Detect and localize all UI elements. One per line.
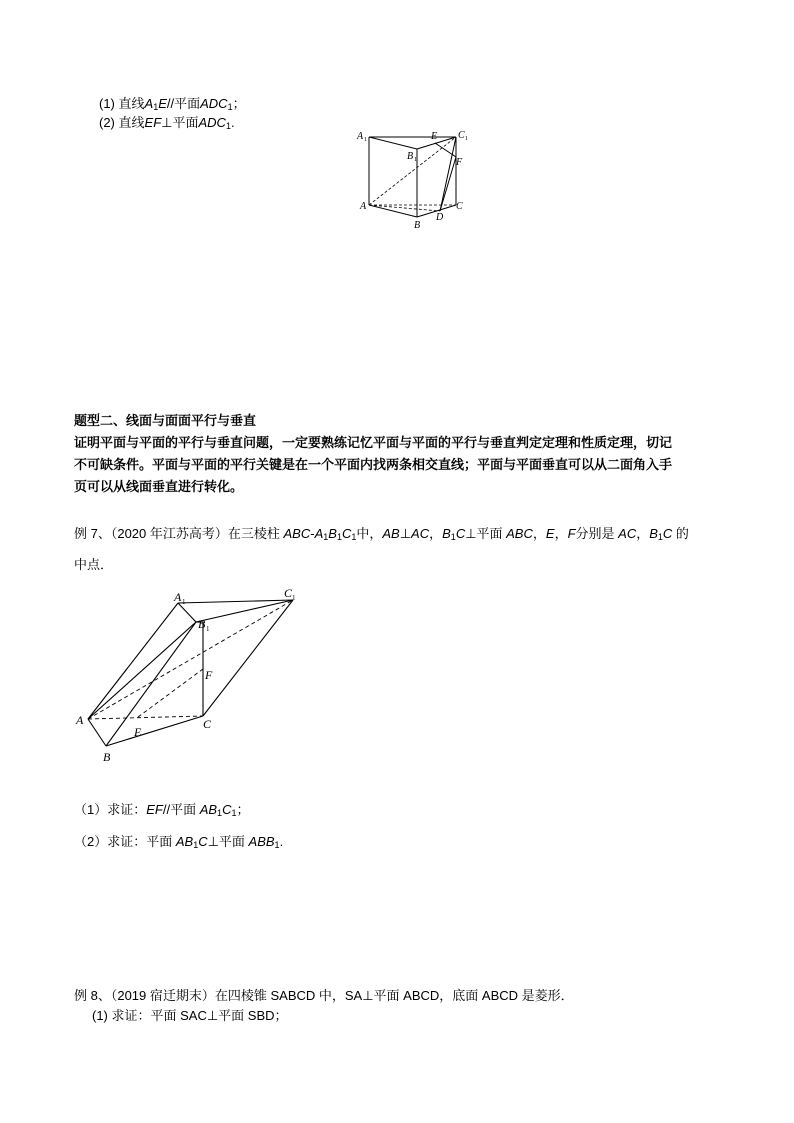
fig1-label-C: C (456, 201, 463, 212)
prism-figure-2 (74, 585, 314, 765)
fig2-label-B: B (103, 750, 111, 764)
prism-figure-1 (355, 125, 475, 235)
question-1-1: (1) 直线$A_1E//$平面$ADC_1$； (99, 96, 246, 112)
fig1-label-B1: B (407, 151, 414, 162)
section-desc-line-3: 页可以从线面垂直进行转化。 (74, 480, 244, 495)
svg-text:1: 1 (414, 157, 417, 163)
fig1-label-E: E (431, 131, 438, 142)
svg-text:1: 1 (182, 598, 186, 606)
example-7-line-1: 例 7、（2020 年江苏高考）在三棱柱 ABC-$A_1B_1C_1$中，AB⊥AC，$B_1C\perp$平面 ABC，E，F分别是 AC，$B_1C$ 的 (74, 526, 689, 542)
fig1-label-F: F (456, 157, 463, 168)
example-8-line-1: 例 8、（2019 宿迁期末）在四棱锥 SABCD 中，SA⊥平面 ABCD，底面 ABCD 是菱形． (74, 988, 574, 1003)
fig2-label-C1: C (284, 586, 293, 600)
fig2-label-B1: B (198, 617, 206, 631)
fig2-label-E: E (134, 725, 142, 739)
example-8-question-1: (1) 求证：平面 SAC⊥平面 SBD； (92, 1008, 288, 1023)
example-7-question-1: （1）求证：EF//平面 $AB_1C_1$； (74, 802, 250, 818)
section-title: 题型二、线面与面面平行与垂直 (74, 414, 257, 429)
section-desc-line-2: 不可缺条件。平面与平面的平行关键是在一个平面内找两条相交直线；平面与平面垂直可以从二面角入手 (74, 458, 673, 473)
fig2-label-A: A (76, 713, 84, 727)
example-7-line-2: 中点． (74, 557, 114, 572)
section-desc-line-1: 证明平面与平面的平行与垂直问题，一定要熟练记忆平面与平面的平行与垂直判定定理和性质定理，切记 (74, 436, 673, 451)
fig2-label-A1: A (174, 590, 182, 604)
fig1-label-B: B (414, 220, 421, 231)
fig2-label-C: C (203, 717, 212, 731)
fig1-label-C1: C (458, 130, 465, 141)
question-1-2: (2) 直线EF⊥平面$ADC_1$. (99, 115, 235, 131)
svg-text:1: 1 (292, 594, 296, 602)
fig1-label-A: A (360, 201, 367, 212)
svg-text:1: 1 (364, 137, 367, 143)
fig2-label-F: F (205, 668, 213, 682)
fig1-label-A1: A (357, 131, 364, 142)
svg-text:1: 1 (465, 136, 468, 142)
fig1-label-D: D (436, 212, 444, 223)
svg-text:1: 1 (206, 625, 210, 633)
example-7-question-2: （2）求证：平面 $AB_1C\perp$平面 $ABB_1$. (74, 834, 284, 850)
